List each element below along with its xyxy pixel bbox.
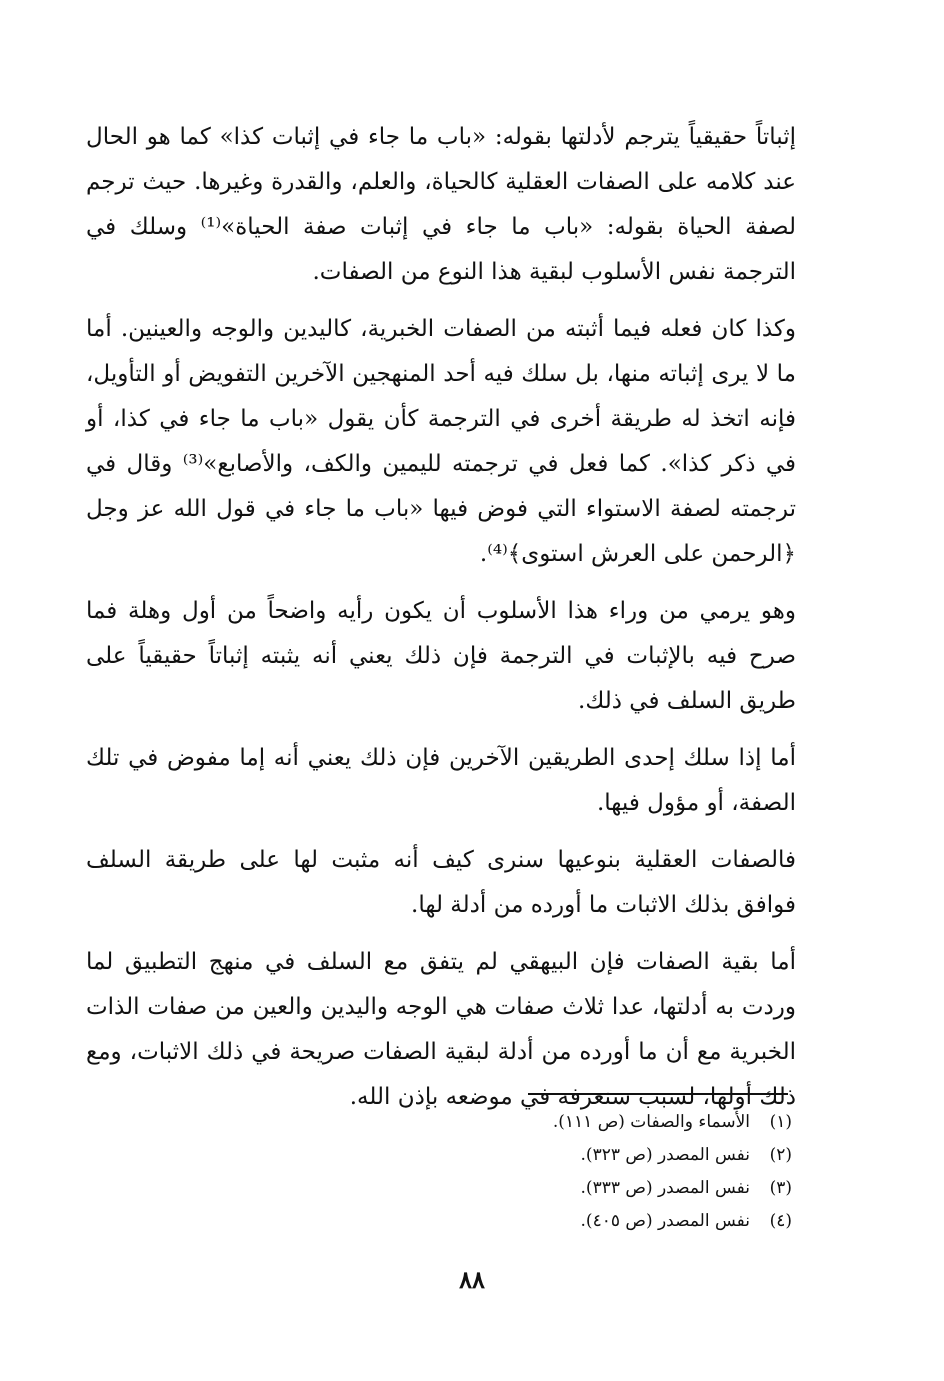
paragraph: أما بقية الصفات فإن البيهقي لم يتفق مع السلف في منهج التطبيق لما وردت به أدلتها، عدا ثلاث صفات هي الوجه واليدين والعين من صفات الذات الخبرية مع أن ما أورده من أدلة لبقية الصفات صريحة في ذلك الاثبات، ومع ذلك أولها، لسبب سنعرفه في موضعه بإذن الله. — [86, 949, 796, 1110]
footnotes — [430, 1106, 792, 1238]
paragraph: فالصفات العقلية بنوعيها سنرى كيف أنه مثبت لها على طريقة السلف فوافق بذلك الاثبات ما أورده من أدلة لها. — [86, 847, 796, 918]
footnote-separator — [528, 1093, 788, 1095]
paragraph: وهو يرمي من وراء هذا الأسلوب أن يكون رأيه واضحاً من أول وهلة فما صرح فيه بالإثبات في الترجمة فإن ذلك يعني أنه يثبته إثباتاً حقيقياً على طريق السلف في ذلك. — [86, 598, 796, 714]
footnote-number: (١) — [769, 1112, 792, 1132]
footnote — [430, 1172, 792, 1205]
paragraph: وكذا كان فعله فيما أثبته من الصفات الخبرية، كاليدين والوجه والعينين. أما ما لا يرى إثباته منها، بل سلك فيه أحد المنهجين الآخرين التفويض أو التأويل، فإنه اتخذ له طريقة أخرى في الترجمة كأن يقول «باب ما جاء في كذا، أو في ذكر كذا». كما فعل في ترجمته لليمين والكف، والأصابع»⁽³⁾ وقال في ترجمته لصفة الاستواء التي فوض فيها «باب ما جاء في قول الله عز وجل ﴿الرحمن على العرش استوى﴾⁽⁴⁾. — [86, 316, 796, 567]
footnote — [430, 1205, 792, 1238]
footnote-number: (٤) — [769, 1211, 792, 1231]
footnote-text: نفس المصدر (ص ٣٣٣). — [580, 1178, 750, 1198]
footnote — [430, 1106, 792, 1139]
page-number: ٨٨ — [459, 1265, 485, 1294]
footnote-number: (٣) — [769, 1178, 792, 1198]
body-text — [86, 115, 796, 1120]
footnote-text: الأسماء والصفات (ص ١١١). — [552, 1112, 750, 1132]
footnote-text: نفس المصدر (ص ٤٠٥). — [580, 1211, 750, 1231]
footnote-text: نفس المصدر (ص ٣٢٣). — [580, 1145, 750, 1165]
paragraph: إثباتاً حقيقياً يترجم لأدلتها بقوله: «باب ما جاء في إثبات كذا» كما هو الحال عند كلامه على الصفات العقلية كالحياة، والعلم، والقدرة وغيرها. حيث ترجم لصفة الحياة بقوله: «باب ما جاء في إثبات صفة الحياة»⁽¹⁾ وسلك في الترجمة نفس الأسلوب لبقية هذا النوع من الصفات. — [86, 124, 796, 285]
paragraph: أما إذا سلك إحدى الطريقين الآخرين فإن ذلك يعني أنه إما مفوض في تلك الصفة، أو مؤول فيها. — [86, 745, 796, 816]
footnote — [430, 1139, 792, 1172]
footnote-number: (٢) — [769, 1145, 792, 1165]
